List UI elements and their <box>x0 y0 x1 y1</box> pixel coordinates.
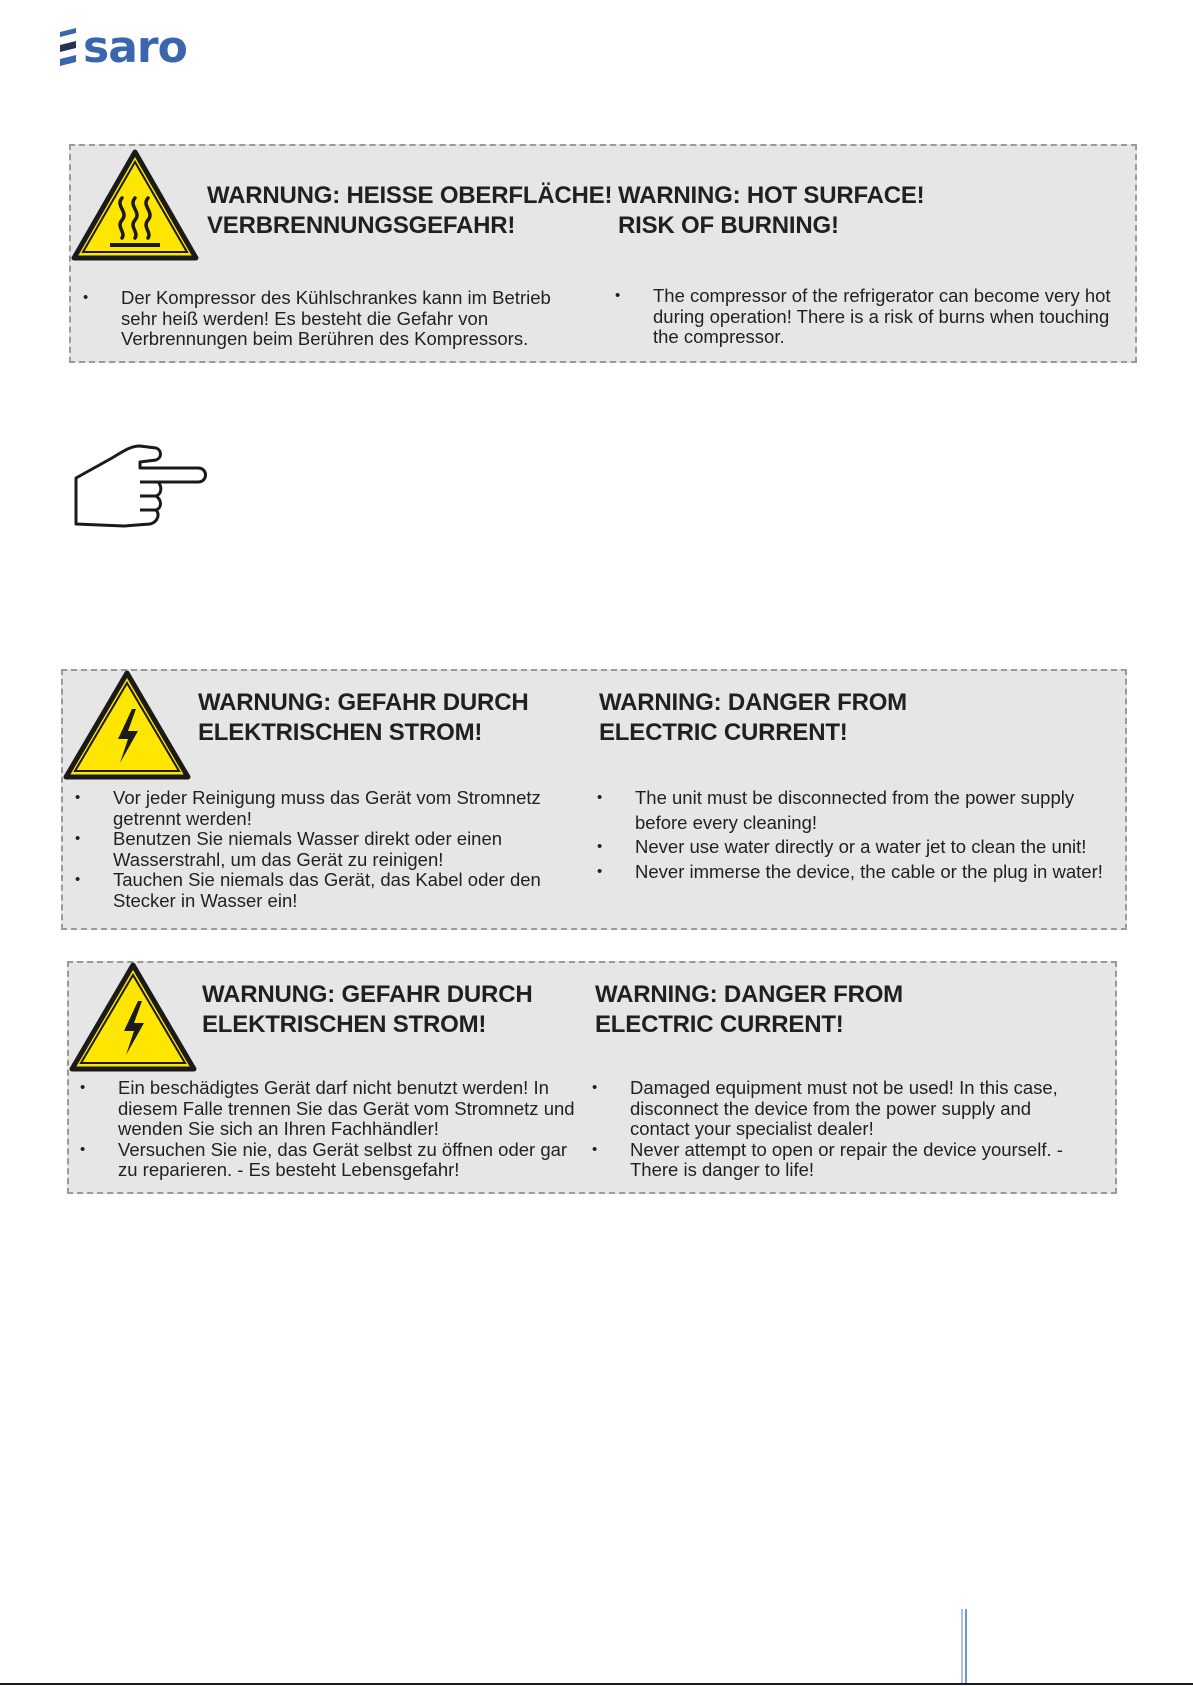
warning-title-line: WARNING: HOT SURFACE! <box>618 182 925 209</box>
warning-list-item: • Versuchen Sie nie, das Gerät selbst zu öffnen oder gar zu reparieren. - Es besteht Lebensgefahr! <box>80 1140 580 1181</box>
warning-list-item: • Benutzen Sie niemals Wasser direkt oder einen Wasserstrahl, um das Gerät zu reinigen! <box>75 829 555 870</box>
warning-list-item: • Never attempt to open or repair the device yourself. - There is danger to life! <box>592 1140 1082 1181</box>
warning-title-line: WARNING: DANGER FROM <box>595 981 903 1008</box>
warning-title-line: WARNUNG: GEFAHR DURCH <box>198 689 529 716</box>
warning-title-line: WARNUNG: HEISSE OBERFLÄCHE! <box>207 182 613 209</box>
warning-list-item: • Damaged equipment must not be used! In this case, disconnect the device from the power supply and contact your specialist dealer! <box>592 1078 1082 1140</box>
electric-shock-warning-icon <box>68 961 198 1073</box>
footer-rule <box>0 1683 1193 1685</box>
warning-title-line: WARNING: DANGER FROM <box>599 689 907 716</box>
saro-logo-mark <box>58 24 228 70</box>
warning-list-en <box>597 786 1117 884</box>
saro-logo <box>58 24 228 70</box>
warning-list-item: • Ein beschädigtes Gerät darf nicht benutzt werden! In diesem Falle trennen Sie das Gerät vom Stromnetz und wenden Sie sich an Ihren Fachhändler! <box>80 1078 580 1140</box>
warning-title-de <box>202 980 532 1040</box>
warning-title-de <box>207 181 612 241</box>
warning-list-item: • Tauchen Sie niemals das Gerät, das Kabel oder den Stecker in Wasser ein! <box>75 870 555 911</box>
electric-shock-warning-icon <box>62 669 192 781</box>
warning-title-en <box>595 980 903 1040</box>
hot-surface-warning-icon <box>70 148 200 262</box>
warning-list-item: • Never immerse the device, the cable or the plug in water! <box>597 860 1117 885</box>
warning-list-item: • Der Kompressor des Kühlschrankes kann im Betrieb sehr heiß werden! Es besteht die Gefahr von Verbrennungen beim Berühren des Kompressors. <box>83 288 583 350</box>
warning-list-en <box>592 1078 1082 1181</box>
warning-list-item: • Vor jeder Reinigung muss das Gerät vom Stromnetz getrennt werden! <box>75 788 555 829</box>
page-number-marker <box>961 1609 967 1685</box>
warning-list-item: • The compressor of the refrigerator can become very hot during operation! There is a risk of burns when touching the compressor. <box>615 286 1115 348</box>
warning-title-line: ELECTRIC CURRENT! <box>599 719 848 746</box>
pointing-hand-icon <box>70 444 208 542</box>
warning-title-en <box>599 688 907 748</box>
warning-title-de <box>198 688 528 748</box>
warning-title-line: WARNUNG: GEFAHR DURCH <box>202 981 533 1008</box>
svg-text:saro: saro <box>83 24 187 70</box>
warning-list-item: • The unit must be disconnected from the power supply before every cleaning! <box>597 786 1117 835</box>
warning-list-en <box>615 286 1115 348</box>
warning-title-line: ELECTRIC CURRENT! <box>595 1011 844 1038</box>
warning-title-en <box>618 181 924 241</box>
warning-list-de <box>75 788 555 911</box>
warning-title-line: RISK OF BURNING! <box>618 212 839 239</box>
warning-title-line: ELEKTRISCHEN STROM! <box>198 719 483 746</box>
warning-list-de <box>83 288 583 350</box>
warning-title-line: ELEKTRISCHEN STROM! <box>202 1011 487 1038</box>
warning-list-de <box>80 1078 580 1181</box>
warning-title-line: VERBRENNUNGSGEFAHR! <box>207 212 516 239</box>
warning-list-item: • Never use water directly or a water jet to clean the unit! <box>597 835 1117 860</box>
